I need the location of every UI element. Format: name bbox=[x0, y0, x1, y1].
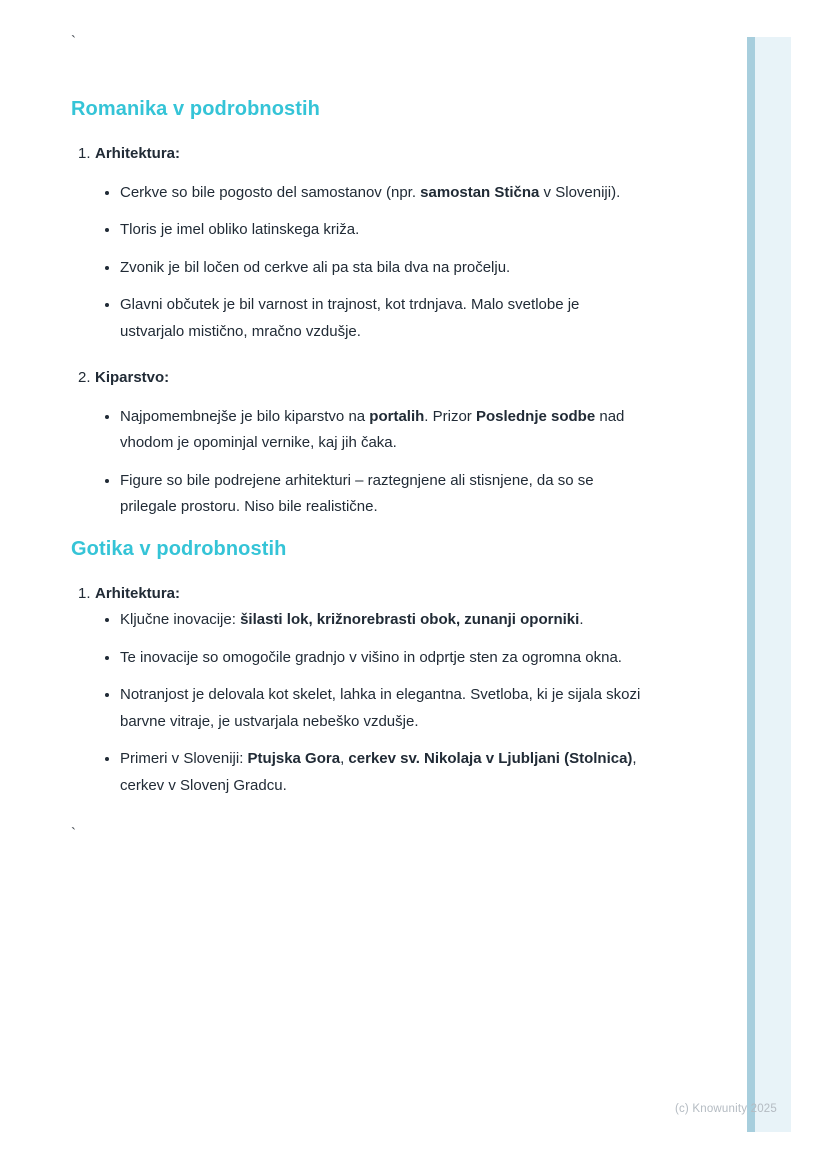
list-item: • Tloris je imel obliko latinskega križa. bbox=[120, 217, 646, 244]
stray-backtick-bottom: ` bbox=[71, 825, 76, 842]
list-item: • Glavni občutek je bil varnost in trajnost, kot trdnjava. Malo svetlobe je ustvarjalo mistično, mračno vzdušje. bbox=[120, 292, 646, 345]
copyright-footer: (c) Knowunity 2025 bbox=[674, 1103, 777, 1115]
list-item: • Zvonik je bil ločen od cerkve ali pa sta bila dva na pročelju. bbox=[120, 255, 646, 282]
item-number: 1. bbox=[78, 584, 91, 602]
list-item: • Primeri v Sloveniji: Ptujska Gora, cerkev sv. Nikolaja v Ljubljani (Stolnica), cerkev v Slovenj Gradcu. bbox=[120, 746, 646, 799]
stray-backtick-top: ` bbox=[71, 33, 76, 50]
item-label: Arhitektura: bbox=[95, 584, 181, 602]
section-heading-gotika: Gotika v podrobnostih bbox=[71, 537, 287, 560]
numbered-item bbox=[71, 141, 646, 168]
list-item: • Cerkve so bile pogosto del samostanov (npr. samostan Stična v Sloveniji). bbox=[120, 180, 646, 207]
item-label: Kiparstvo: bbox=[95, 369, 170, 386]
bullet-list bbox=[71, 404, 646, 521]
bullet-list bbox=[71, 180, 646, 346]
list-item: • Ključne inovacije: šilasti lok, križnorebrasti obok, zunanji oporniki. bbox=[120, 607, 646, 634]
numbered-item bbox=[71, 365, 646, 392]
list-item: • Najpomembnejše je bilo kiparstvo na portalih. Prizor Poslednje sodbe nad vhodom je opominjal vernike, kaj jih čaka. bbox=[120, 404, 646, 457]
right-margin-highlight-stripe bbox=[755, 37, 791, 1132]
bullet-list bbox=[71, 607, 646, 799]
item-number: 2. bbox=[78, 369, 91, 386]
item-label: Arhitektura: bbox=[95, 145, 181, 162]
list-item: • Te inovacije so omogočile gradnjo v višino in odprtje sten za ogromna okna. bbox=[120, 645, 646, 672]
item-number: 1. bbox=[78, 145, 91, 162]
section-heading-romanika: Romanika v podrobnostih bbox=[71, 98, 320, 120]
list-item: • Figure so bile podrejene arhitekturi – raztegnjene ali stisnjene, da so se prilegale prostoru. Niso bile realistične. bbox=[120, 468, 646, 521]
document-content bbox=[71, 0, 646, 799]
list-item: • Notranjost je delovala kot skelet, lahka in elegantna. Svetloba, ki je sijala skozi barvne vitraje, je ustvarjala nebeško vzdušje. bbox=[120, 682, 646, 735]
numbered-item bbox=[71, 581, 646, 608]
right-margin-stripe-line bbox=[747, 37, 755, 1132]
